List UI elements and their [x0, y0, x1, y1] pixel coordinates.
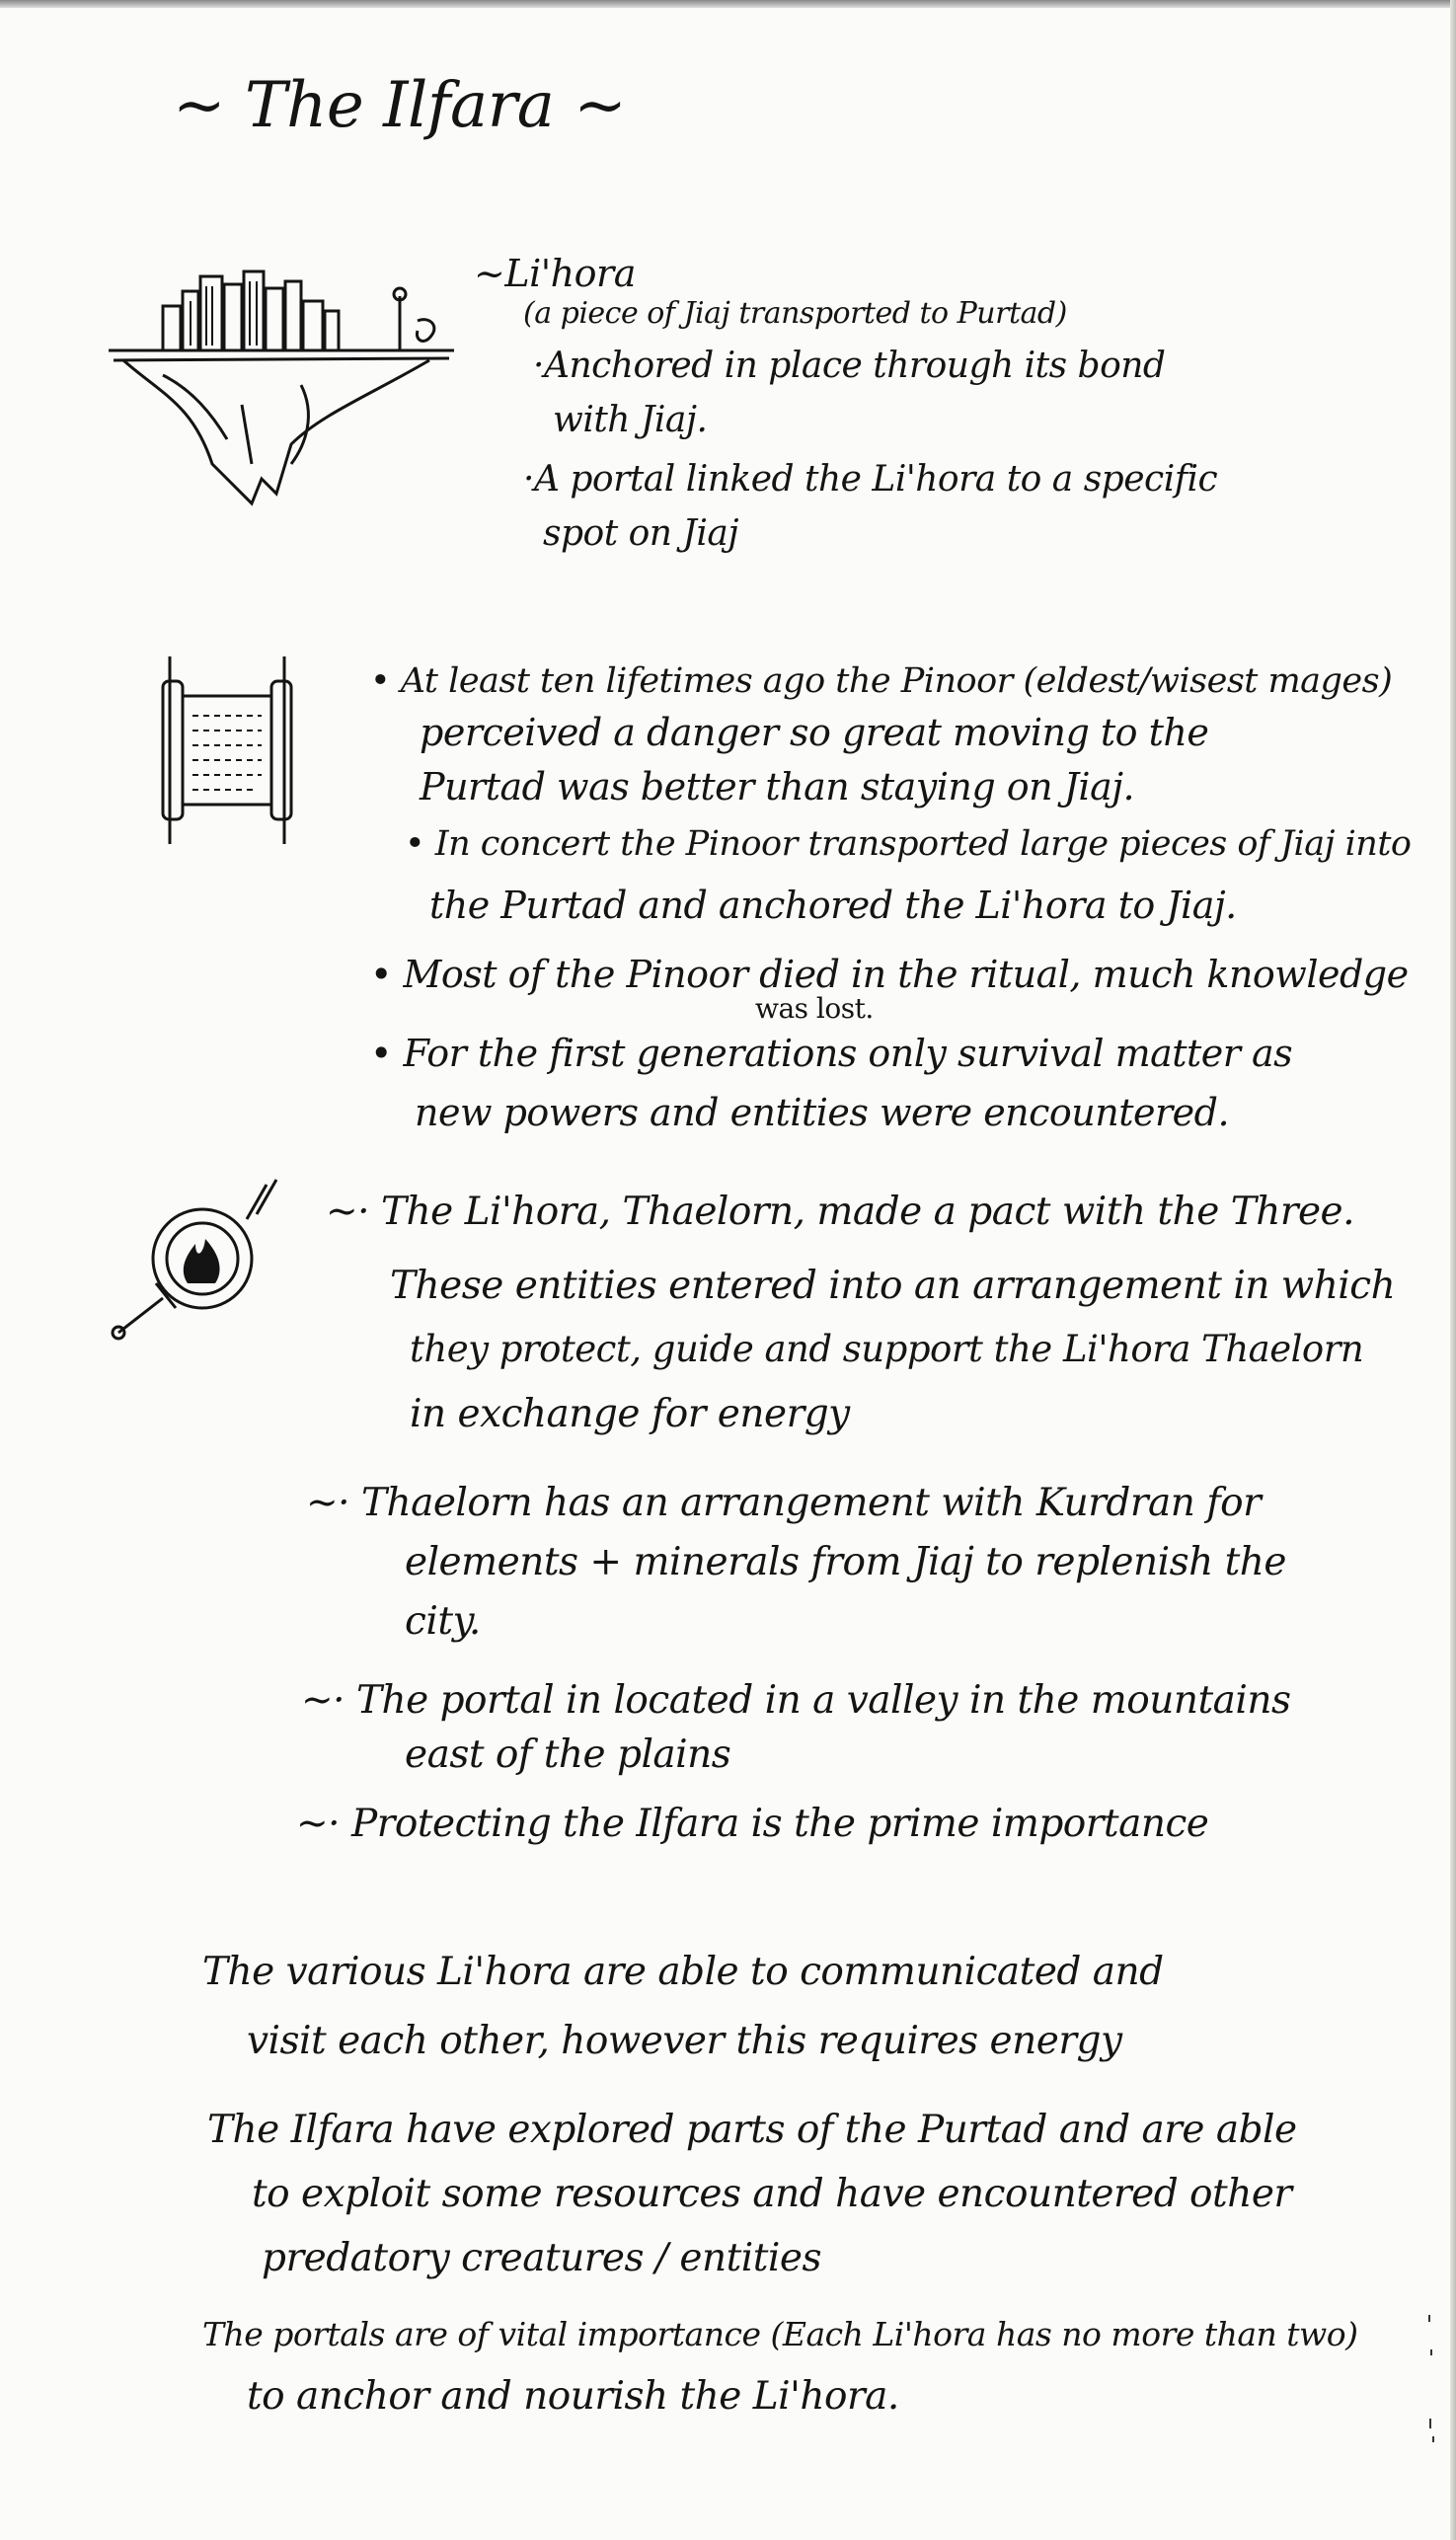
- pact-1-cont-a: These entities entered into an arrangement in which: [390, 1264, 1396, 1308]
- pact-2-cont-a: elements + minerals from Jiaj to replenish the: [405, 1540, 1286, 1584]
- closing-3-cont: to anchor and nourish the Li'hora.: [247, 2374, 899, 2419]
- page-right-edge: [1450, 0, 1456, 2540]
- history-bullet-4-cont: new powers and entities were encountered.: [415, 1091, 1230, 1134]
- history-bullet-3-insert: was lost.: [755, 992, 874, 1025]
- pact-2: ~· Thaelorn has an arrangement with Kurdran for: [306, 1481, 1262, 1525]
- closing-2-cont-b: predatory creatures / entities: [262, 2236, 821, 2280]
- scroll-icon: [158, 652, 296, 849]
- closing-1: The various Li'hora are able to communicated and: [202, 1950, 1164, 1994]
- pact-1-cont-c: in exchange for energy: [410, 1392, 850, 1436]
- sword-shield-icon: [109, 1175, 286, 1343]
- lihora-point-2: ·A portal linked the Li'hora to a specific: [523, 459, 1218, 500]
- lihora-point-1: ·Anchored in place through its bond: [533, 346, 1166, 386]
- closing-2: The Ilfara have explored parts of the Purtad and are able: [207, 2108, 1297, 2152]
- history-bullet-2-cont: the Purtad and anchored the Li'hora to Jiaj.: [429, 884, 1237, 927]
- margin-marks: [1421, 2310, 1441, 2448]
- lihora-heading: ~Li'hora: [474, 252, 636, 295]
- history-bullet-1-cont-a: perceived a danger so great moving to the: [420, 711, 1209, 754]
- history-bullet-3: • Most of the Pinoor died in the ritual, much knowledge: [370, 953, 1409, 996]
- history-bullet-2: • In concert the Pinoor transported large pieces of Jiaj into: [405, 824, 1412, 864]
- lihora-subtitle: (a piece of Jiaj transported to Purtad): [523, 296, 1067, 331]
- pact-1: ~· The Li'hora, Thaelorn, made a pact with the Three.: [326, 1190, 1355, 1234]
- pact-4: ~· Protecting the Ilfara is the prime importance: [296, 1802, 1209, 1846]
- pact-1-cont-b: they protect, guide and support the Li'hora Thaelorn: [410, 1328, 1364, 1370]
- closing-2-cont-a: to exploit some resources and have encountered other: [252, 2172, 1292, 2216]
- pact-3: ~· The portal in located in a valley in the mountains: [301, 1678, 1291, 1723]
- lihora-point-1-cont: with Jiaj.: [553, 400, 708, 440]
- history-bullet-4: • For the first generations only survival matter as: [370, 1032, 1293, 1075]
- history-bullet-1: • At least ten lifetimes ago the Pinoor (eldest/wisest mages): [370, 661, 1393, 701]
- lihora-point-2-cont: spot on Jiaj: [543, 513, 738, 554]
- closing-1-cont: visit each other, however this requires energy: [247, 2019, 1122, 2063]
- closing-3: The portals are of vital importance (Each Li'hora has no more than two): [202, 2315, 1358, 2353]
- pact-3-cont: east of the plains: [405, 1732, 731, 1777]
- history-bullet-1-cont-b: Purtad was better than staying on Jiaj.: [420, 765, 1135, 808]
- page-top-edge: [0, 0, 1456, 8]
- page-title: ~ The Ilfara ~: [173, 69, 627, 142]
- floating-city-icon: [104, 267, 459, 513]
- pact-2-cont-b: city.: [405, 1599, 481, 1644]
